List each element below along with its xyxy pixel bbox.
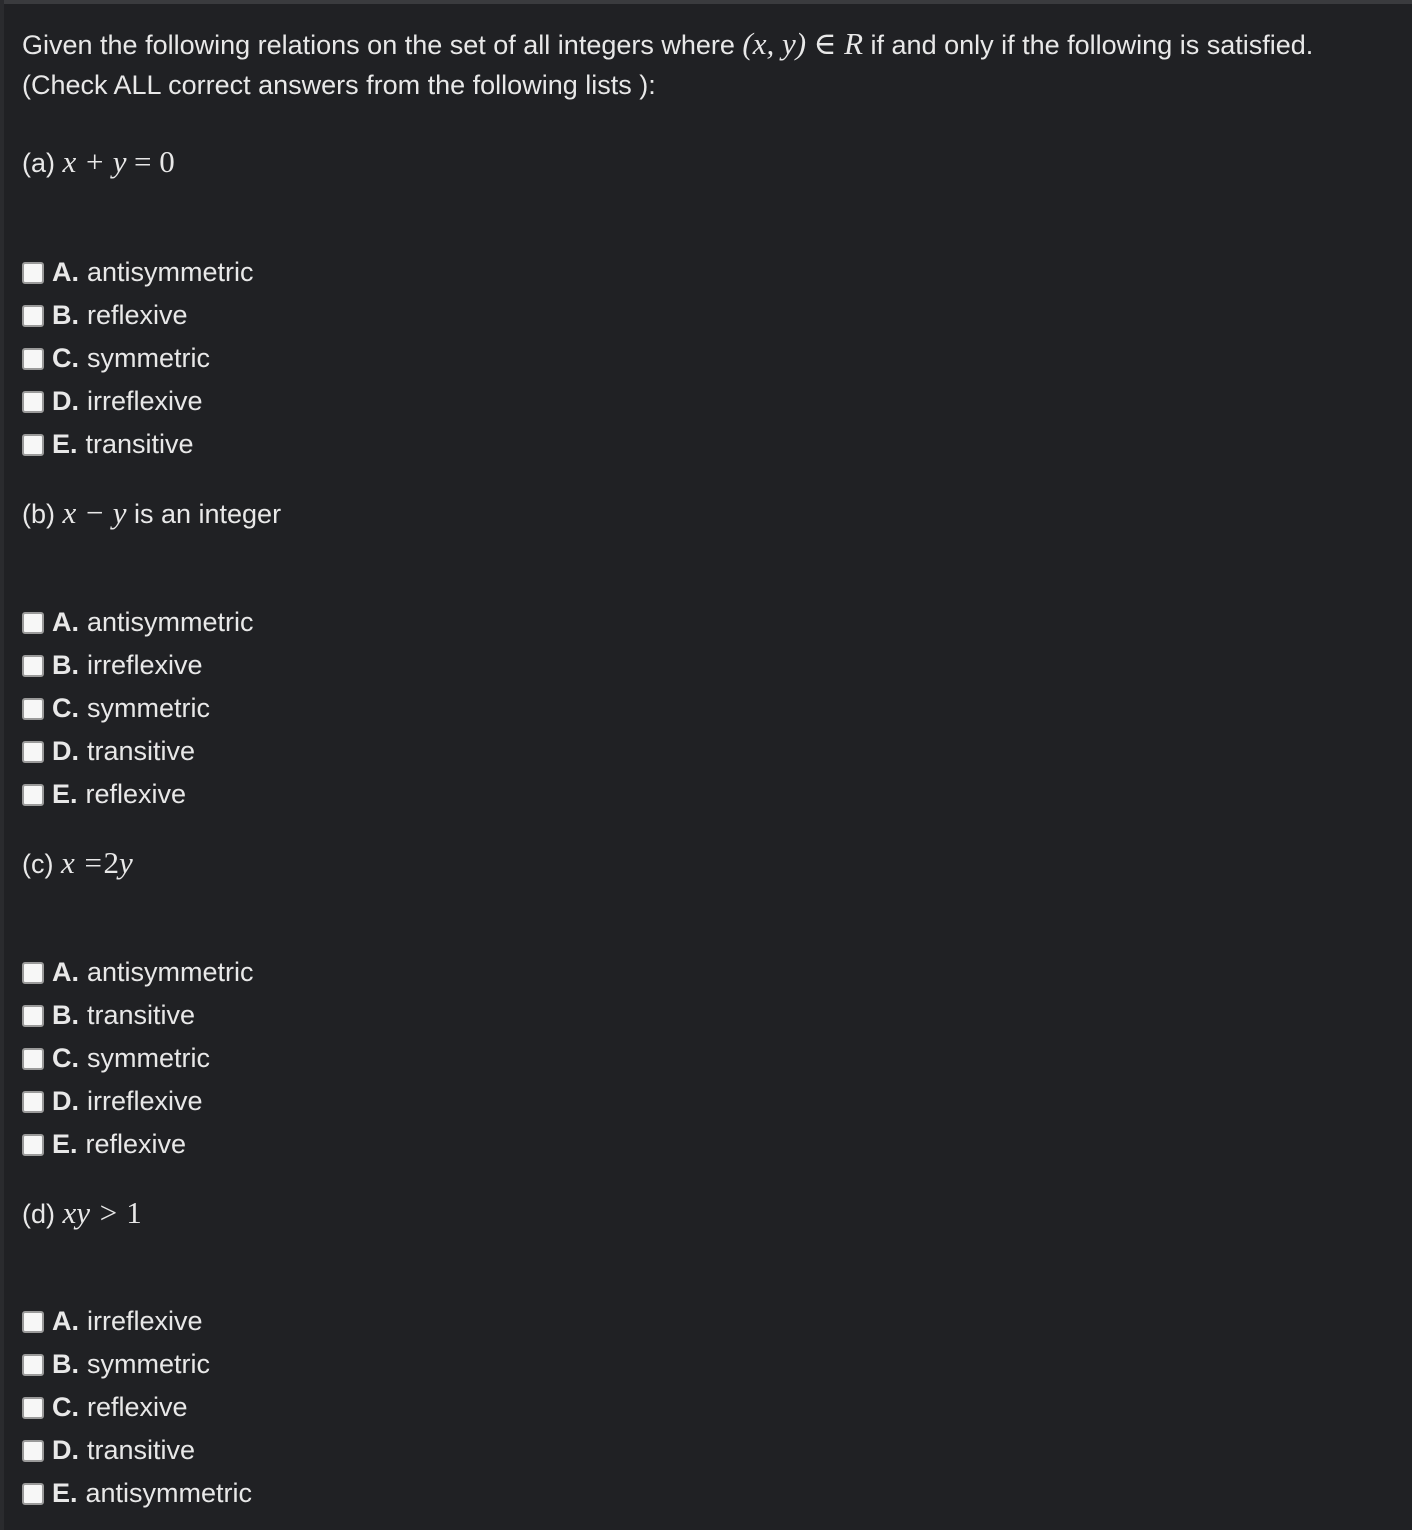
option-letter: B. [52, 300, 79, 330]
part-b-tail: is an integer [133, 499, 282, 529]
part-a-expression: x + y [62, 144, 127, 179]
part-d-expression: xy > [62, 1195, 119, 1230]
part-b-question [22, 493, 281, 533]
option-text: irreflexive [87, 1306, 203, 1336]
part-b-option-e[interactable] [22, 773, 254, 816]
checkbox[interactable] [22, 1354, 44, 1376]
part-d-option-b[interactable] [22, 1343, 252, 1386]
checkbox[interactable] [22, 391, 44, 413]
checkbox[interactable] [22, 1048, 44, 1070]
checkbox[interactable] [22, 1483, 44, 1505]
option-letter: C. [52, 693, 79, 723]
option-letter: A. [52, 1306, 79, 1336]
checkbox[interactable] [22, 305, 44, 327]
checkbox[interactable] [22, 1005, 44, 1027]
part-a-option-b[interactable] [22, 294, 254, 337]
option-letter: B. [52, 1000, 79, 1030]
part-c-expression: x = [61, 845, 104, 880]
checkbox[interactable] [22, 655, 44, 677]
part-d [22, 1193, 142, 1233]
part-b-label: (b) [22, 499, 55, 529]
part-a-option-a[interactable] [22, 251, 254, 294]
part-d-label: (d) [22, 1199, 55, 1229]
part-c-option-e[interactable] [22, 1123, 254, 1166]
option-text: reflexive [87, 1392, 188, 1422]
checkbox[interactable] [22, 434, 44, 456]
checkbox[interactable] [22, 612, 44, 634]
part-c [22, 843, 133, 883]
option-letter: D. [52, 1086, 79, 1116]
option-letter: B. [52, 650, 79, 680]
prompt-math-pair: (x, y) [742, 26, 807, 61]
part-c-option-c[interactable] [22, 1037, 254, 1080]
part-a [22, 142, 175, 182]
part-c-option-d[interactable] [22, 1080, 254, 1123]
checkbox[interactable] [22, 1311, 44, 1333]
part-c-expression-coef: 2 [103, 845, 119, 880]
option-letter: E. [52, 1478, 78, 1508]
option-letter: C. [52, 1392, 79, 1422]
option-text: antisymmetric [87, 957, 254, 987]
option-letter: D. [52, 1435, 79, 1465]
option-letter: E. [52, 1129, 78, 1159]
checkbox[interactable] [22, 1091, 44, 1113]
option-text: reflexive [87, 300, 188, 330]
option-text: irreflexive [87, 1086, 203, 1116]
prompt-math-relation: R [844, 26, 864, 61]
option-text: transitive [87, 736, 196, 766]
option-text: symmetric [87, 1349, 210, 1379]
part-c-option-a[interactable] [22, 951, 254, 994]
part-d-options [22, 1300, 252, 1515]
part-b-option-c[interactable] [22, 687, 254, 730]
part-b [22, 493, 281, 533]
option-text: antisymmetric [87, 607, 254, 637]
option-text: irreflexive [87, 650, 203, 680]
part-c-options [22, 951, 254, 1166]
option-text: irreflexive [87, 386, 203, 416]
option-text: reflexive [85, 779, 187, 809]
option-letter: D. [52, 736, 79, 766]
part-d-option-d[interactable] [22, 1429, 252, 1472]
prompt-text-before: Given the following relations on the set of all integers where [22, 30, 735, 60]
part-b-option-b[interactable] [22, 644, 254, 687]
option-text: antisymmetric [87, 257, 254, 287]
option-text: reflexive [85, 1129, 187, 1159]
checkbox[interactable] [22, 741, 44, 763]
checkbox[interactable] [22, 698, 44, 720]
option-text: symmetric [87, 693, 210, 723]
part-c-option-b[interactable] [22, 994, 254, 1037]
option-letter: B. [52, 1349, 79, 1379]
part-d-option-a[interactable] [22, 1300, 252, 1343]
part-d-question [22, 1193, 142, 1233]
option-text: transitive [87, 1435, 196, 1465]
checkbox[interactable] [22, 1440, 44, 1462]
part-c-question [22, 843, 133, 883]
checkbox[interactable] [22, 262, 44, 284]
prompt-text-after: if and only if the following is satisfied. [870, 30, 1314, 60]
option-text: symmetric [87, 343, 210, 373]
checkbox[interactable] [22, 1397, 44, 1419]
option-letter: E. [52, 429, 78, 459]
option-letter: A. [52, 607, 79, 637]
option-letter: E. [52, 779, 78, 809]
part-a-option-c[interactable] [22, 337, 254, 380]
prompt-math-in: ∈ [813, 26, 837, 61]
option-letter: C. [52, 343, 79, 373]
option-letter: D. [52, 386, 79, 416]
part-c-label: (c) [22, 849, 54, 879]
option-text: symmetric [87, 1043, 210, 1073]
part-b-expression: x − y [62, 495, 127, 530]
option-text: antisymmetric [85, 1478, 253, 1508]
part-d-expression-value: 1 [126, 1195, 142, 1230]
checkbox[interactable] [22, 348, 44, 370]
part-a-question [22, 142, 175, 182]
part-d-option-e[interactable] [22, 1472, 252, 1515]
option-letter: A. [52, 957, 79, 987]
part-a-options [22, 251, 254, 466]
part-a-expression-value: = 0 [133, 144, 175, 179]
window-left-border [0, 0, 4, 1530]
part-a-label: (a) [22, 148, 55, 178]
checkbox[interactable] [22, 962, 44, 984]
prompt-instructions: (Check ALL correct answers from the following lists ): [22, 70, 656, 100]
part-a-option-d[interactable] [22, 380, 254, 423]
part-b-option-d[interactable] [22, 730, 254, 773]
part-d-option-c[interactable] [22, 1386, 252, 1429]
question-prompt [22, 24, 1402, 105]
option-text: transitive [87, 1000, 196, 1030]
part-c-expression-var: y [118, 845, 133, 880]
part-b-options [22, 601, 254, 816]
window-top-border [0, 0, 1412, 4]
option-letter: A. [52, 257, 79, 287]
question-container [22, 24, 1402, 1508]
checkbox[interactable] [22, 784, 44, 806]
option-text: transitive [85, 429, 194, 459]
part-a-option-e[interactable] [22, 423, 254, 466]
option-letter: C. [52, 1043, 79, 1073]
checkbox[interactable] [22, 1134, 44, 1156]
part-b-option-a[interactable] [22, 601, 254, 644]
